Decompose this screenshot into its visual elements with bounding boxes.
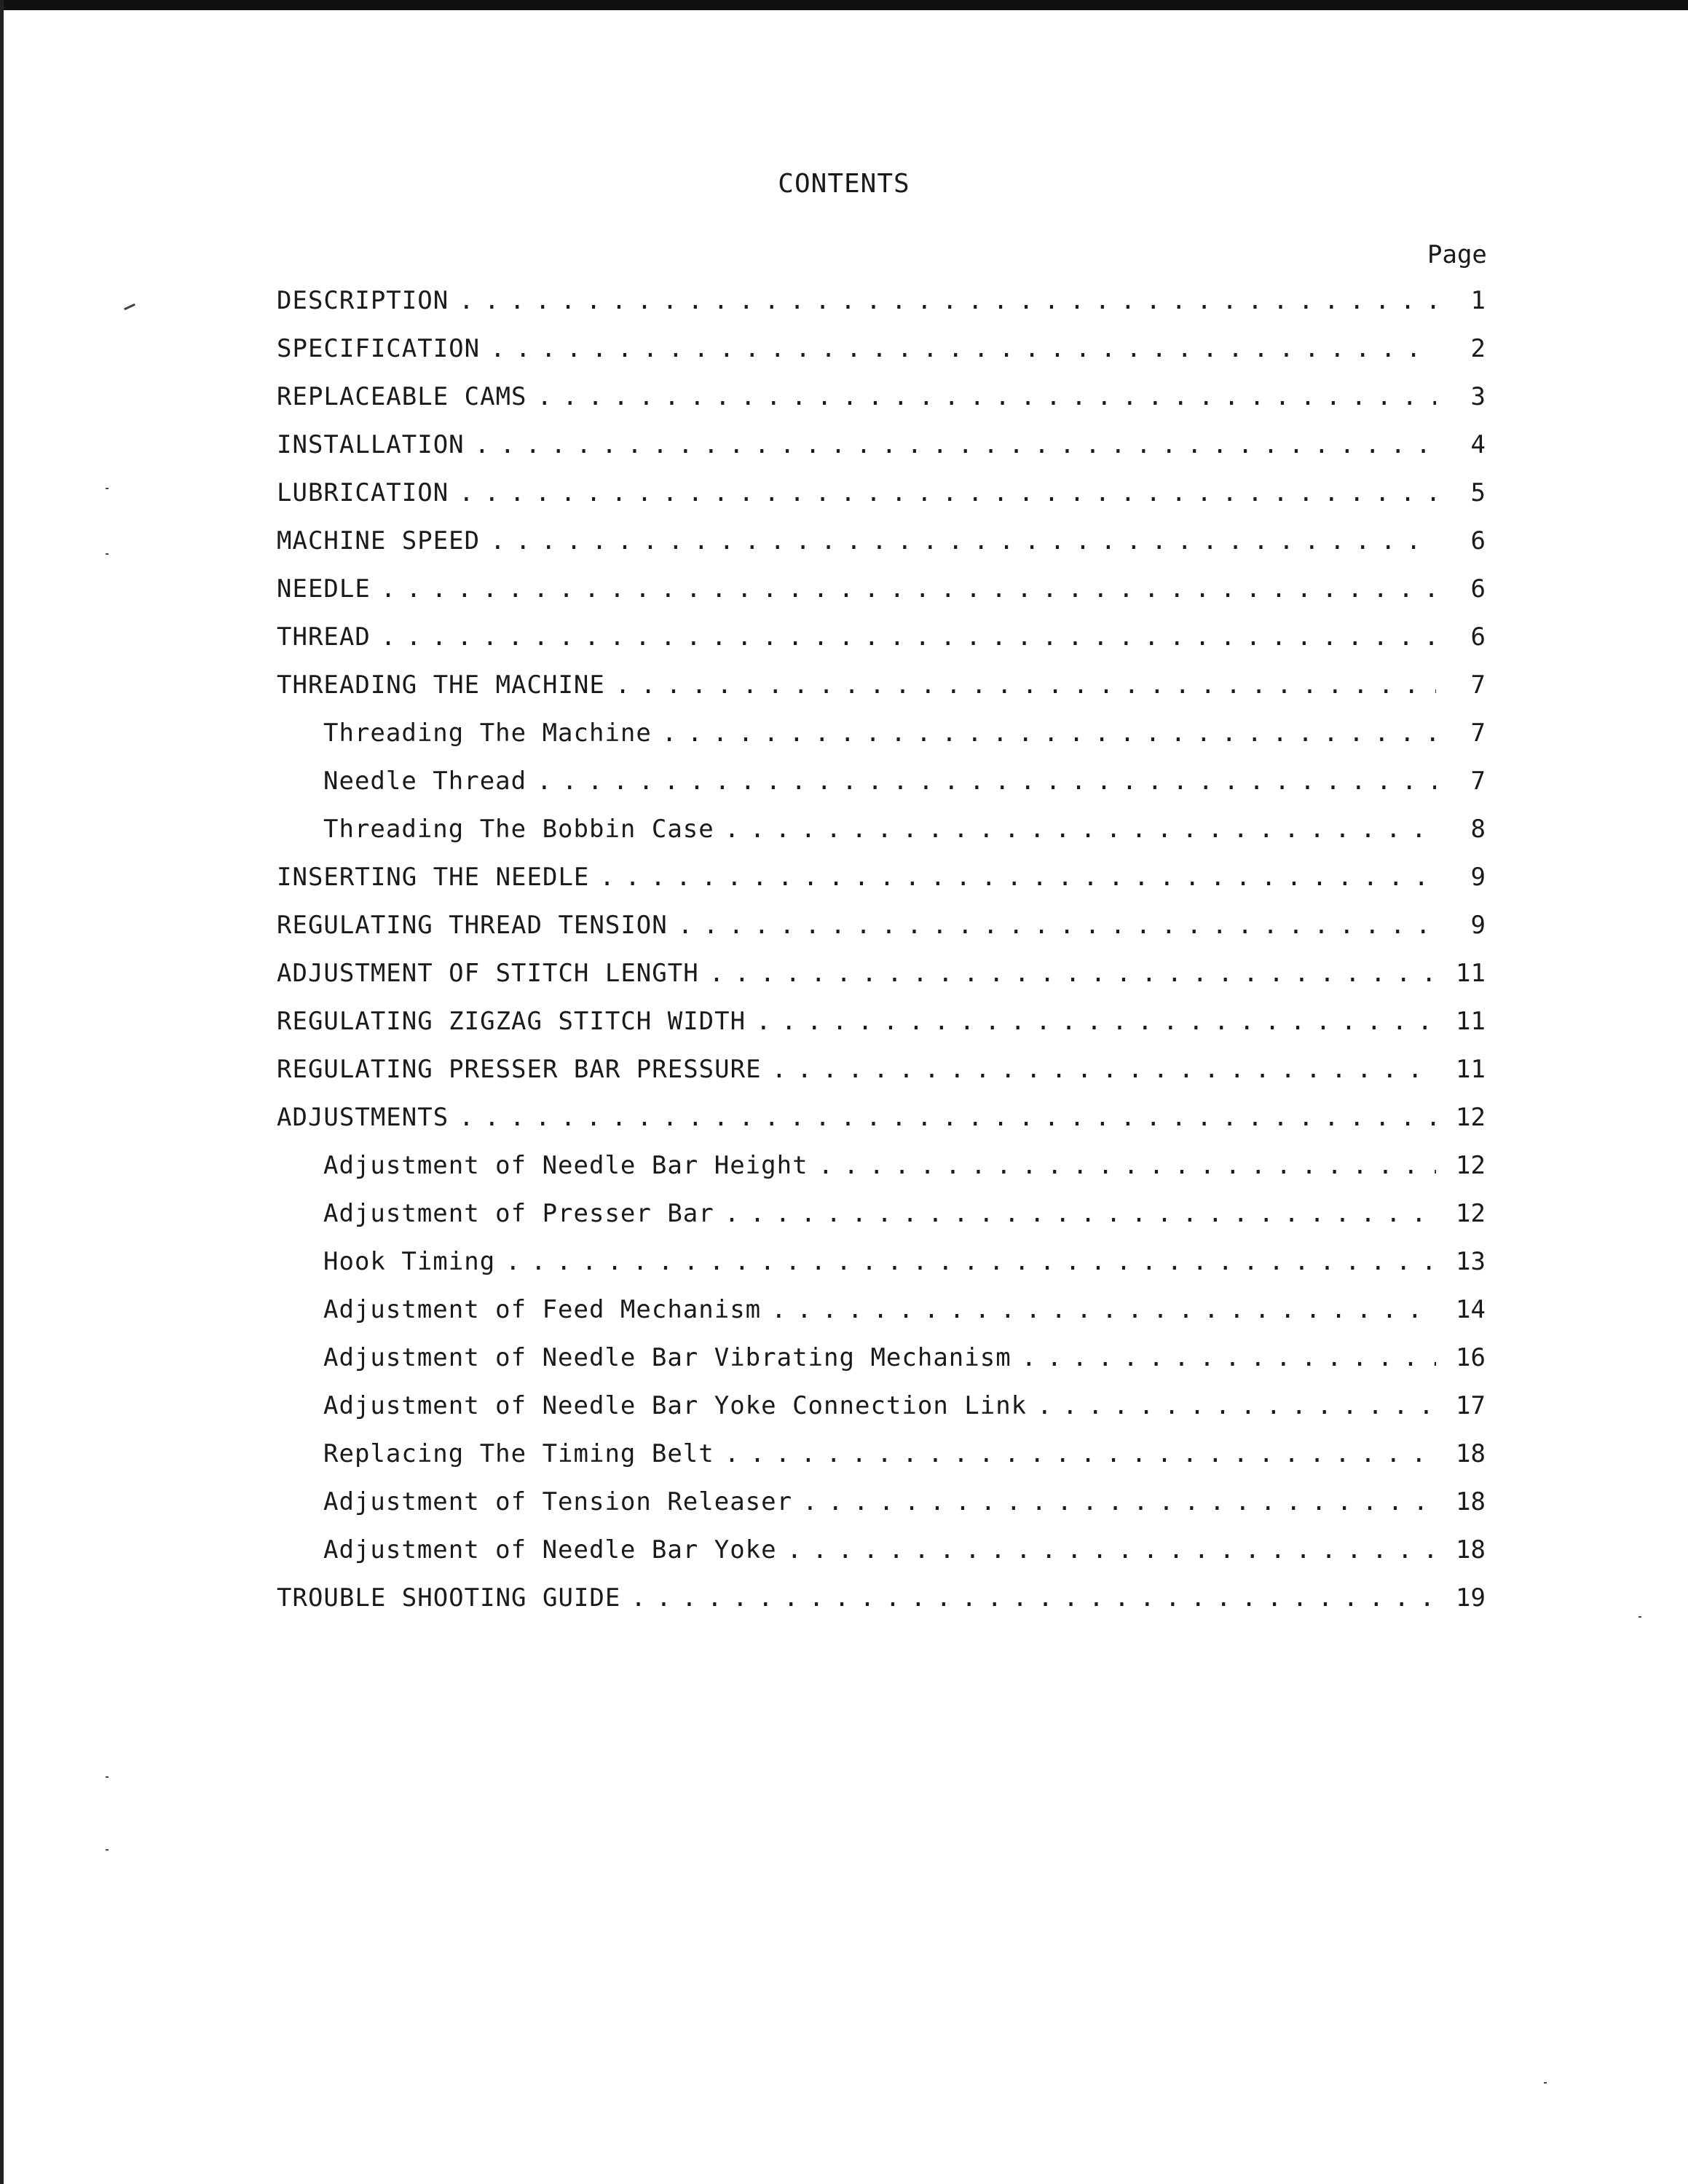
toc-entry-title: DESCRIPTION: [277, 286, 449, 315]
scan-speck: [124, 304, 135, 310]
toc-subentry-threading-the-machine[interactable]: [277, 709, 1486, 757]
toc-entry-title: INSTALLATION: [277, 430, 465, 459]
page-column-label: Page: [1427, 240, 1487, 269]
toc-entry-page: 19: [1456, 1583, 1486, 1613]
scan-speck: [106, 488, 109, 489]
toc-entry-page: 4: [1470, 430, 1486, 459]
toc-entry-title: REGULATING THREAD TENSION: [277, 911, 668, 940]
toc-entry-title: NEEDLE: [277, 574, 371, 604]
toc-subentry-replacing-timing-belt[interactable]: [277, 1430, 1486, 1478]
toc-entry-title: Adjustment of Tension Releaser: [323, 1487, 793, 1516]
toc-entry-title: THREAD: [277, 622, 371, 652]
toc-entry-page: 12: [1456, 1199, 1486, 1228]
toc-entry-page: 8: [1470, 815, 1486, 844]
toc-entry-title: REGULATING PRESSER BAR PRESSURE: [277, 1055, 762, 1084]
toc-entry-title: Needle Thread: [323, 767, 527, 796]
dot-leader: [459, 1093, 1436, 1142]
dot-leader: [599, 853, 1436, 901]
toc-entry-specification[interactable]: [277, 325, 1486, 373]
toc-entry-machine-speed[interactable]: [277, 517, 1486, 565]
toc-entry-page: 11: [1456, 1007, 1486, 1036]
toc-entry-page: 2: [1470, 334, 1486, 363]
dot-leader: [662, 709, 1436, 757]
toc-subentry-presser-bar[interactable]: [277, 1190, 1486, 1238]
toc-subentry-needle-bar-yoke[interactable]: [277, 1526, 1486, 1574]
toc-entry-page: 18: [1456, 1487, 1486, 1516]
dot-leader: [631, 1574, 1436, 1622]
toc-subentry-needle-bar-height[interactable]: [277, 1142, 1486, 1190]
toc-entry-page: 7: [1470, 767, 1486, 796]
toc-entry-page: 11: [1456, 1055, 1486, 1084]
toc-entry-needle[interactable]: [277, 565, 1486, 613]
dot-leader: [725, 805, 1436, 853]
toc-entry-page: 12: [1456, 1151, 1486, 1180]
dot-leader: [615, 661, 1436, 709]
toc-entry-title: REPLACEABLE CAMS: [277, 382, 527, 411]
dot-leader: [490, 517, 1436, 565]
toc-subentry-feed-mechanism[interactable]: [277, 1286, 1486, 1334]
dot-leader: [771, 1286, 1436, 1334]
toc-entry-description[interactable]: [277, 277, 1486, 325]
toc-entry-title: INSERTING THE NEEDLE: [277, 863, 590, 892]
toc-subentry-needle-bar-yoke-connection-link[interactable]: [277, 1382, 1486, 1430]
toc-entry-page: 9: [1470, 863, 1486, 892]
toc-entry-title: Hook Timing: [323, 1247, 496, 1276]
toc-entry-installation[interactable]: [277, 421, 1486, 469]
toc-entry-inserting-the-needle[interactable]: [277, 853, 1486, 901]
scan-speck: [106, 1849, 109, 1851]
toc-entry-threading-the-machine[interactable]: [277, 661, 1486, 709]
toc-entry-adjustment-of-stitch-length[interactable]: [277, 949, 1486, 997]
scan-border-top: [0, 0, 1688, 10]
toc-entry-page: 6: [1470, 574, 1486, 604]
toc-entry-title: Replacing The Timing Belt: [323, 1439, 714, 1468]
dot-leader: [1022, 1334, 1436, 1382]
toc-entry-page: 3: [1470, 382, 1486, 411]
dot-leader: [787, 1526, 1436, 1574]
scan-speck: [106, 553, 109, 555]
dot-leader: [802, 1478, 1436, 1526]
toc-entry-title: Adjustment of Needle Bar Yoke Connection Link: [323, 1391, 1028, 1420]
toc-subentry-threading-bobbin-case[interactable]: [277, 805, 1486, 853]
toc-entry-page: 1: [1470, 286, 1486, 315]
dot-leader: [459, 469, 1436, 517]
dot-leader: [490, 325, 1436, 373]
toc-entry-page: 18: [1456, 1439, 1486, 1468]
toc-entry-title: Threading The Bobbin Case: [323, 815, 714, 844]
page-title: CONTENTS: [778, 169, 910, 199]
toc-subentry-needle-bar-vibrating-mechanism[interactable]: [277, 1334, 1486, 1382]
scan-speck: [1638, 1616, 1641, 1618]
dot-leader: [725, 1430, 1436, 1478]
toc-entry-title: Threading The Machine: [323, 719, 652, 748]
toc-entry-page: 7: [1470, 670, 1486, 700]
toc-entry-page: 17: [1456, 1391, 1486, 1420]
toc-entry-page: 18: [1456, 1535, 1486, 1564]
scan-border-left: [0, 0, 4, 2184]
toc-entry-adjustments[interactable]: [277, 1093, 1486, 1142]
toc-entry-title: SPECIFICATION: [277, 334, 481, 363]
toc-entry-title: THREADING THE MACHINE: [277, 670, 605, 700]
dot-leader: [772, 1045, 1436, 1093]
toc-entry-replaceable-cams[interactable]: [277, 373, 1486, 421]
toc-entry-page: 7: [1470, 719, 1486, 748]
toc-entry-title: Adjustment of Presser Bar: [323, 1199, 714, 1228]
scan-speck: [1544, 2082, 1547, 2084]
toc-entry-title: Adjustment of Needle Bar Yoke: [323, 1535, 777, 1564]
toc-entry-regulating-zigzag-stitch-width[interactable]: [277, 997, 1486, 1045]
toc-entry-page: 14: [1456, 1295, 1486, 1324]
toc-entry-page: 5: [1470, 478, 1486, 507]
toc-subentry-needle-thread[interactable]: [277, 757, 1486, 805]
toc-entry-title: TROUBLE SHOOTING GUIDE: [277, 1583, 621, 1613]
toc-entry-page: 12: [1456, 1103, 1486, 1132]
toc-entry-title: Adjustment of Needle Bar Vibrating Mechanism: [323, 1343, 1011, 1372]
toc-entry-page: 6: [1470, 526, 1486, 555]
toc-subentry-tension-releaser[interactable]: [277, 1478, 1486, 1526]
scan-speck: [106, 1776, 109, 1778]
dot-leader: [756, 997, 1436, 1045]
dot-leader: [381, 613, 1436, 661]
dot-leader: [1037, 1382, 1436, 1430]
toc-entry-title: ADJUSTMENTS: [277, 1103, 449, 1132]
toc-entry-page: 9: [1470, 911, 1486, 940]
toc-entry-title: LUBRICATION: [277, 478, 449, 507]
dot-leader: [709, 949, 1436, 997]
dot-leader: [505, 1238, 1436, 1286]
toc-entry-title: ADJUSTMENT OF STITCH LENGTH: [277, 959, 699, 988]
toc-entry-title: Adjustment of Feed Mechanism: [323, 1295, 762, 1324]
toc-entry-trouble-shooting-guide[interactable]: [277, 1574, 1486, 1622]
dot-leader: [819, 1142, 1436, 1190]
toc-entry-title: Adjustment of Needle Bar Height: [323, 1151, 808, 1180]
dot-leader: [537, 757, 1436, 805]
toc-subentry-hook-timing[interactable]: [277, 1238, 1486, 1286]
toc-entry-regulating-thread-tension[interactable]: [277, 901, 1486, 949]
dot-leader: [459, 277, 1436, 325]
dot-leader: [725, 1190, 1436, 1238]
toc-entry-page: 16: [1456, 1343, 1486, 1372]
toc-entry-page: 11: [1456, 959, 1486, 988]
dot-leader: [537, 373, 1436, 421]
toc-entry-regulating-presser-bar-pressure[interactable]: [277, 1045, 1486, 1093]
toc-entry-lubrication[interactable]: [277, 469, 1486, 517]
dot-leader: [678, 901, 1436, 949]
dot-leader: [381, 565, 1436, 613]
dot-leader: [475, 421, 1436, 469]
toc-entry-page: 13: [1456, 1247, 1486, 1276]
table-of-contents: [277, 277, 1486, 1622]
toc-entry-page: 6: [1470, 622, 1486, 652]
toc-entry-title: MACHINE SPEED: [277, 526, 481, 555]
toc-entry-thread[interactable]: [277, 613, 1486, 661]
toc-entry-title: REGULATING ZIGZAG STITCH WIDTH: [277, 1007, 746, 1036]
